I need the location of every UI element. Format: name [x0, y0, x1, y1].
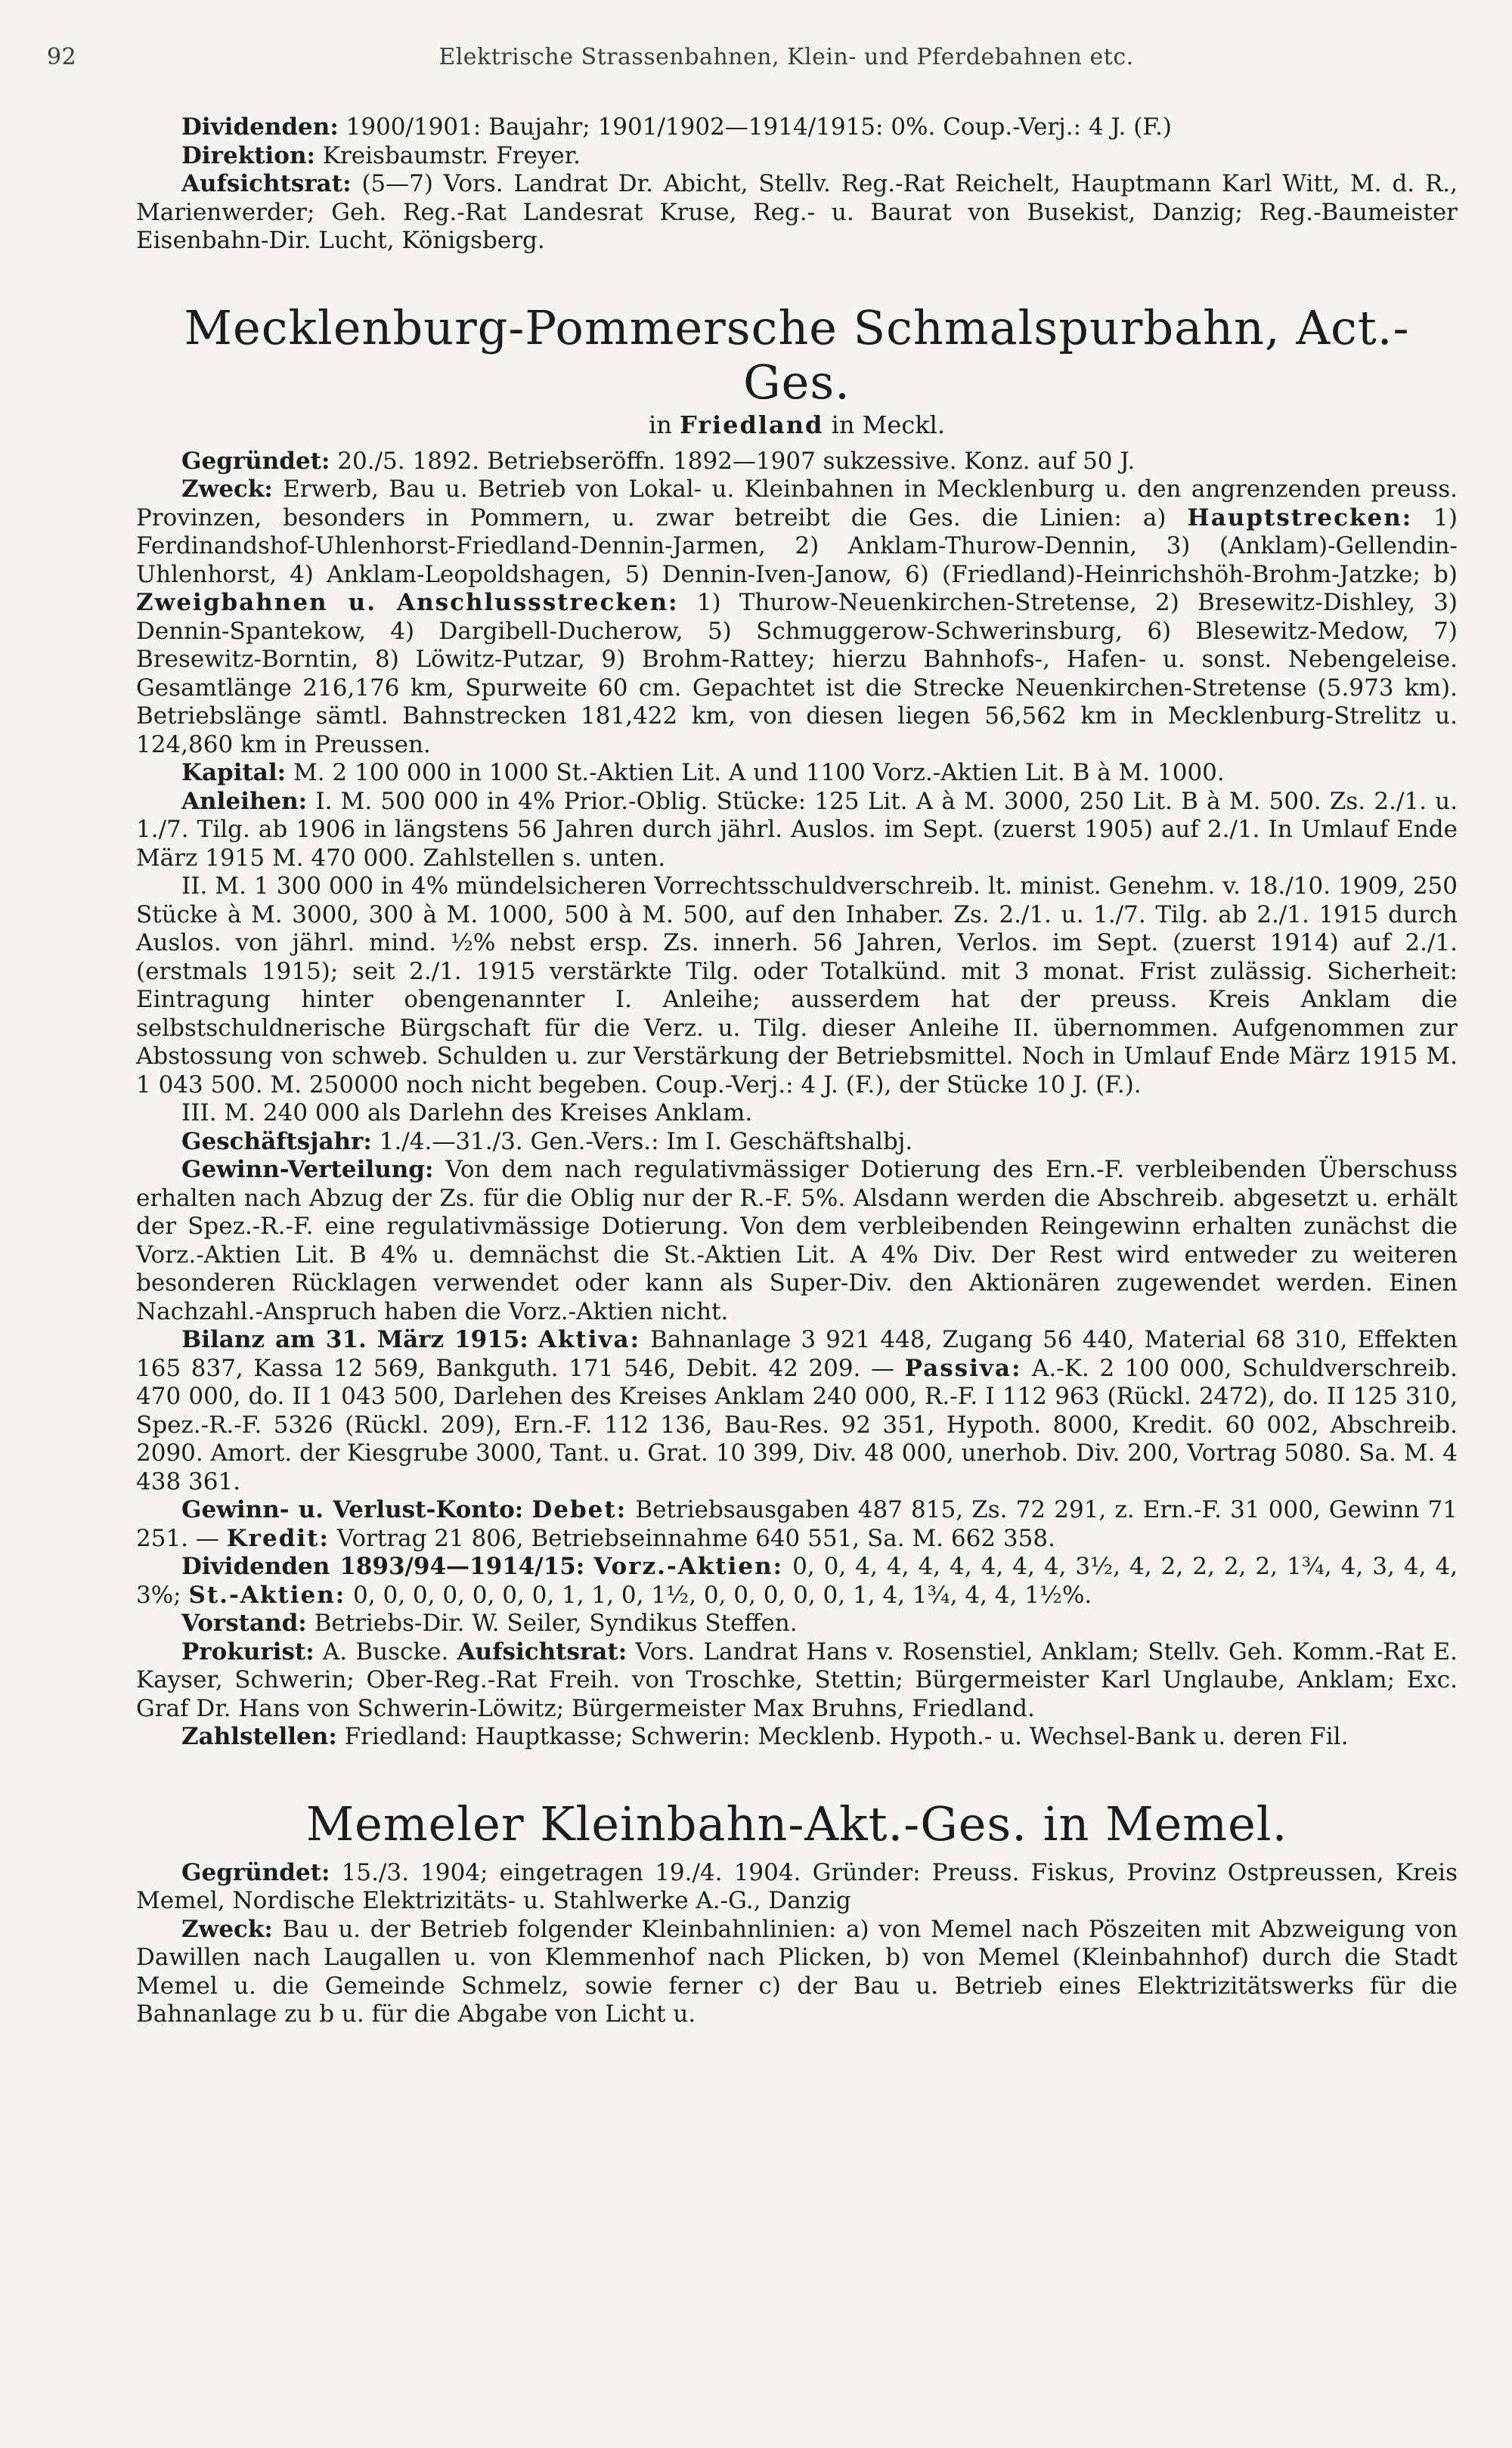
label: Prokurist:: [181, 1638, 314, 1666]
text: A.-K. 2 100 000, Schuldverschreib. 470 000, do. II 1 043 500, Darlehen des Kreises Anklam 240 000, R.-F. I 112 963 (Rückl. 2472), do. II 125 310, Spez.-R.-F. 5326 (Rückl. 209), Ern.-F. 112 136, Bau-Res. 92 351, Hypoth. 8000, Kredit. 60 002, Abschreib. 2090. Amort. der Kiesgrube 3000, Tant. u. Grat. 10 399, Div. 48 000, unerhob. Div. 200, Vortrag 5080. Sa. M. 4 438 361.: [136, 1354, 1458, 1495]
label: Vorstand:: [181, 1610, 307, 1637]
company-title-memel: Memeler Kleinbahn-Akt.-Ges. in Memel.: [305, 1796, 1288, 1851]
label: Gegründet:: [181, 447, 330, 475]
bilanz: [136, 1326, 1458, 1496]
kapital: [136, 759, 1458, 788]
label: Aufsichtsrat:: [181, 170, 352, 197]
text: 1900/1901: Baujahr; 1901/1902—1914/1915: 0%. Coup.-Verj.: 4 J. (F.): [338, 113, 1172, 141]
text: Vortrag 21 806, Betriebseinnahme 640 551, Sa. M. 662 358.: [329, 1524, 1055, 1552]
prev-dividenden: [136, 113, 1458, 142]
memel-zweck: [136, 1916, 1458, 2029]
label: Direktion:: [181, 141, 315, 169]
company-seat: [136, 410, 1458, 440]
prokurist-aufsichtsrat: [136, 1638, 1458, 1724]
text: Friedland: Hauptkasse; Schwerin: Mecklenb. Hypoth.- u. Wechsel-Bank u. deren Fil.: [336, 1723, 1349, 1750]
label: Gewinn- u. Verlust-Konto:: [181, 1496, 524, 1523]
debet-label: Debet:: [531, 1496, 627, 1523]
text: Kreisbaumstr. Freyer.: [314, 141, 581, 169]
seat-pre: in: [648, 410, 680, 439]
page-number: 92: [47, 44, 77, 70]
text: Bahnanlage 3 921 448, Zugang 56 440, Material 68 310, Effekten 165 837, Kassa 12 569, Bankguth. 171 546, Debit. 42 209. —: [136, 1326, 1458, 1382]
text: 0, 0, 4, 4, 4, 4, 4, 4, 4, 3½, 4, 2, 2, 2, 2, 1¾, 4, 3, 4, 4, 3%;: [136, 1553, 1458, 1609]
gegruendet: [136, 448, 1458, 476]
text: 20./5. 1892. Betriebseröffn. 1892—1907 sukzessive. Konz. auf 50 J.: [330, 447, 1136, 475]
vorstand: [136, 1610, 1458, 1638]
label: Zweck:: [181, 1915, 273, 1943]
mecklenburg-entry: [136, 448, 1458, 1752]
text: M. 2 100 000 in 1000 St.-Aktien Lit. A und 1100 Vorz.-Aktien Lit. B à M. 1000.: [286, 759, 1225, 786]
gewinn-verteilung: [136, 1156, 1458, 1326]
text: Von dem nach regulativmässiger Dotierung des Ern.-F. verbleibenden Überschuss erhalten nach Abzug der Zs. für die Oblig nur der R.-F. 5%. Alsdann werden die Abschreib. abgesetzt u. erhält der Spez.-R.-F. eine regulativmässige Dotierung. Von dem verbleibenden Reingewinn erhalten zunächst die Vorz.-Aktien Lit. B 4% u. demnächst die St.-Aktien Lit. A 4% Div. Der Rest wird entweder zu weiteren besonderen Rücklagen verwendet oder kann als Super-Div. den Aktionären zugewendet werden. Einen Nachzahl.-Anspruch haben die Vorz.-Aktien nicht.: [136, 1156, 1458, 1325]
label: Gewinn-Verteilung:: [181, 1156, 434, 1183]
text: 15./3. 1904; eingetragen 19./4. 1904. Gründer: Preuss. Fiskus, Provinz Ostpreussen, Kreis Memel, Nordische Elektrizitäts- u. Stahlwerke A.-G., Danzig: [136, 1858, 1458, 1914]
aktiva-label: Aktiva:: [538, 1326, 641, 1353]
anleihen: [136, 788, 1458, 873]
geschaeftsjahr: [136, 1128, 1458, 1157]
memel-gegruendet: [136, 1859, 1458, 1916]
text: (5—7) Vors. Landrat Dr. Abicht, Stellv. Reg.-Rat Reichelt, Hauptmann Karl Witt, M. d. R., Marienwerder; Geh. Reg.-Rat Landesrat Kruse, Reg.- u. Baurat von Busekist, Danzig; Reg.-Baumeister Eisenbahn-Dir. Lucht, Königsberg.: [136, 170, 1458, 254]
seat-post: in Meckl.: [823, 410, 946, 439]
vorz-label: Vorz.-Aktien:: [593, 1553, 784, 1580]
text: Erwerb, Bau u. Betrieb von Lokal- u. Kleinbahnen in Mecklenburg u. den angrenzenden preuss. Provinzen, besonders in Pommern, u. zwar betreibt die Ges. die Linien: a): [136, 476, 1458, 531]
label: Bilanz am 31. März 1915:: [181, 1326, 528, 1353]
label: Aufsichtsrat:: [457, 1638, 627, 1666]
zweck: [136, 476, 1458, 759]
text: 1) Thurow-Neuenkirchen-Stretense, 2) Bresewitz-Dishley, 3) Dennin-Spantekow, 4) Dargibell-Ducherow, 5) Schmuggerow-Schwerinsburg, 6) Blesewitz-Medow, 7) Bresewitz-Borntin, 8) Löwitz-Putzar, 9) Brohm-Rattey; hierzu Bahnhofs-, Hafen- u. sonst. Nebengeleise. Gesamtlänge 216,176 km, Spurweite 60 cm. Gepachtet ist die Strecke Neuenkirchen-Stretense (5.973 km). Betriebslänge sämtl. Bahnstrecken 181,422 km, von diesen liegen 56,562 km in Mecklenburg-Strelitz u. 124,860 km in Preussen.: [136, 589, 1458, 758]
label: Geschäftsjahr:: [181, 1127, 372, 1155]
text: Vors. Landrat Hans v. Rosenstiel, Anklam; Stellv. Geh. Komm.-Rat E. Kayser, Schwerin; Ober-Reg.-Rat Freih. von Troschke, Stettin; Bürgermeister Karl Unglaube, Anklam; Exc. Graf Dr. Hans von Schwerin-Löwitz; Bürgermeister Max Bruhns, Friedland.: [136, 1638, 1458, 1722]
zahlstellen: [136, 1723, 1458, 1752]
seat-city: Friedland: [679, 410, 824, 439]
zweigbahnen-label: Zweigbahnen u. Anschlussstrecken:: [136, 589, 679, 616]
label: Dividenden:: [181, 113, 339, 141]
text: 1./4.—31./3. Gen.-Vers.: Im I. Geschäftshalbj.: [371, 1127, 913, 1155]
hauptstrecken-label: Hauptstrecken:: [1187, 504, 1413, 531]
st-label: St.-Aktien:: [188, 1581, 346, 1609]
text: I. M. 500 000 in 4% Prior.-Oblig. Stücke: 125 Lit. A à M. 3000, 250 Lit. B à M. 500. Zs. 2./1. u. 1./7. Tilg. ab 1906 in längstens 56 Jahren durch jährl. Auslos. im Sept. (zuerst 1905) auf 2./1. In Umlauf Ende März 1915 M. 470 000. Zahlstellen s. unten.: [136, 787, 1458, 872]
running-title: Elektrische Strassenbahnen, Klein- und Pferdebahnen etc.: [438, 44, 1134, 70]
text: 1) Ferdinandshof-Uhlenhorst-Friedland-Dennin-Jarmen, 2) Anklam-Thurow-Dennin, 3) (Anklam)-Gellendin-Uhlenhorst, 4) Anklam-Leopoldshagen, 5) Dennin-Iven-Janow, 6) (Friedland)-Heinrichshöh-Brohm-Jatzke; b): [136, 504, 1458, 588]
label: Anleihen:: [181, 787, 308, 815]
prev-aufsichtsrat: [136, 170, 1458, 256]
text: Betriebsausgaben 487 815, Zs. 72 291, z. Ern.-F. 31 000, Gewinn 71 251. —: [136, 1496, 1458, 1552]
prev-direktion: [136, 142, 1458, 171]
gewinn-verlust-konto: [136, 1496, 1458, 1553]
label: Gegründet:: [181, 1858, 330, 1886]
running-head: [47, 44, 1458, 97]
anleihe-2: II. M. 1 300 000 in 4% mündelsicheren Vorrechtsschuldverschreib. lt. minist. Genehm. v. 18./10. 1909, 250 Stücke à M. 3000, 300 à M. 1000, 500 à M. 500, auf den Inhaber. Zs. 2./1. u. 1./7. Tilg. ab 2./1. 1915 durch Auslos. von jährl. mind. ½% nebst ersp. Zs. innerh. 56 Jahren, Verlos. im Sept. (zuerst 1914) auf 2./1. (erstmals 1915); seit 2./1. 1915 verstärkte Tilg. oder Totalkünd. mit 3 monat. Frist zulässig. Sicherheit: Eintragung hinter obengenannter I. Anleihe; ausserdem hat der preuss. Kreis Anklam die selbstschuldnerische Bürgschaft für die Verz. u. Tilg. dieser Anleihe II. übernommen. Aufgenommen zur Abstossung von schweb. Schulden u. zur Verstärkung der Betriebsmittel. Noch in Umlauf Ende März 1915 M. 1 043 500. M. 250000 noch nicht begeben. Coup.-Verj.: 4 J. (F.), der Stücke 10 J. (F.).: [136, 872, 1458, 1099]
dividenden: [136, 1553, 1458, 1610]
label: Kapital:: [181, 759, 287, 786]
previous-entry-tail: [136, 113, 1458, 256]
label: Zweck:: [181, 476, 273, 503]
text: A. Buscke.: [314, 1638, 457, 1666]
kredit-label: Kredit:: [226, 1524, 330, 1552]
text: Betriebs-Dir. W. Seiler, Syndikus Steffen.: [306, 1610, 798, 1637]
company-title-mecklenburg: Mecklenburg-Pommersche Schmalspurbahn, Act.-Ges.: [184, 299, 1410, 410]
anleihe-3: III. M. 240 000 als Darlehn des Kreises Anklam.: [181, 1099, 753, 1126]
label: Dividenden 1893/94—1914/15:: [181, 1553, 585, 1580]
text: Bau u. der Betrieb folgender Kleinbahnlinien: a) von Memel nach Pöszeiten mit Abzweigung von Dawillen nach Laugallen u. von Klemmenhof nach Plicken, b) von Memel (Kleinbahnhof) durch die Stadt Memel u. die Gemeinde Schmelz, sowie ferner c) der Bau u. Betrieb eines Elektrizitätswerks für die Bahnanlage zu b u. für die Abgabe von Licht u.: [136, 1915, 1458, 2028]
passiva-label: Passiva:: [904, 1354, 1022, 1382]
label: Zahlstellen:: [181, 1723, 337, 1750]
text: 0, 0, 0, 0, 0, 0, 0, 1, 1, 0, 1½, 0, 0, 0, 0, 0, 1, 4, 1¾, 4, 4, 1½%.: [345, 1581, 1092, 1609]
memel-entry: [136, 1859, 1458, 2029]
